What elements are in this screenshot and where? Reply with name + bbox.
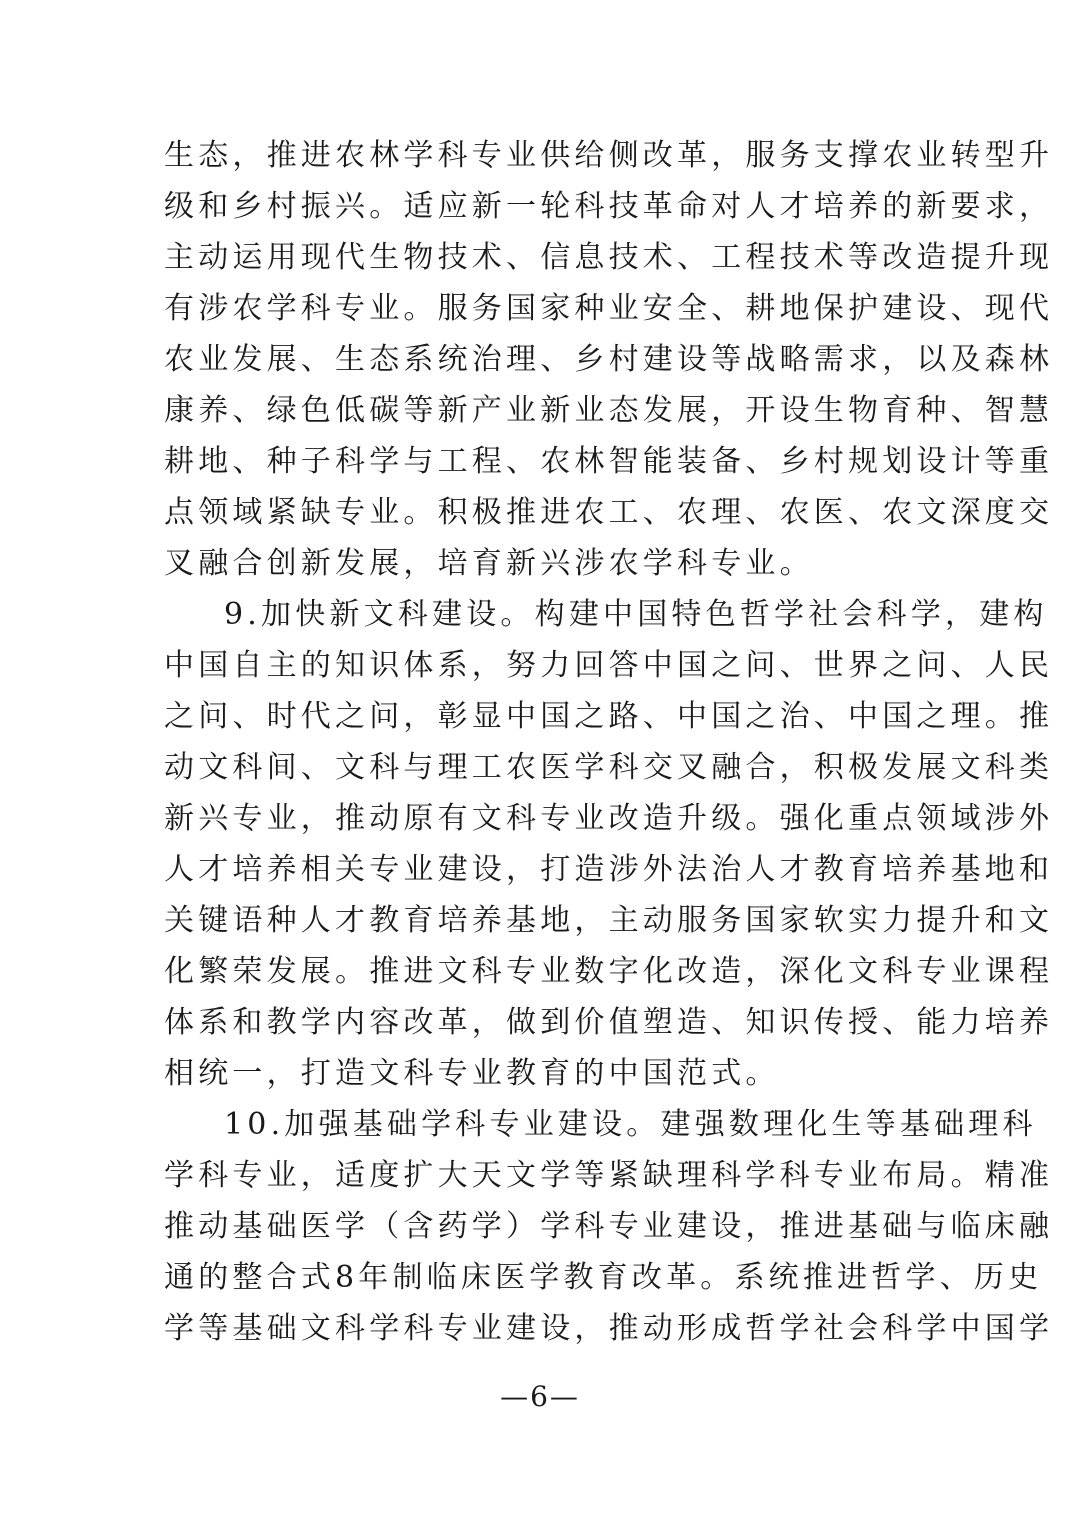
text-line: 主动运用现代生物技术、信息技术、工程技术等改造提升现: [164, 240, 1054, 275]
text-line: 体系和教学内容改革，做到价值塑造、知识传授、能力培养: [164, 1005, 1054, 1040]
body-text: [164, 130, 1054, 1354]
text-line: 学科专业，适度扩大天文学等紧缺理科学科专业布局。精准: [164, 1158, 1054, 1193]
text-line: 点领域紧缺专业。积极推进农工、农理、农医、农文深度交: [164, 495, 1054, 530]
page-number: —6—: [500, 1380, 580, 1413]
text-line: 关键语种人才教育培养基地，主动服务国家软实力提升和文: [164, 903, 1054, 938]
text-line: 动文科间、文科与理工农医学科交叉融合，积极发展文科类: [164, 750, 1054, 785]
section-heading-line: 10.加强基础学科专业建设。建强数理化生等基础理科: [224, 1107, 1037, 1142]
text-line: 中国自主的知识体系，努力回答中国之问、世界之问、人民: [164, 648, 1054, 683]
text-line: 耕地、种子科学与工程、农林智能装备、乡村规划设计等重: [164, 444, 1054, 479]
text-line: 农业发展、生态系统治理、乡村建设等战略需求，以及森林: [164, 342, 1054, 377]
text-line: 化繁荣发展。推进文科专业数字化改造，深化文科专业课程: [164, 954, 1054, 989]
text-line: 生态，推进农林学科专业供给侧改革，服务支撑农业转型升: [164, 138, 1054, 173]
text-line: 有涉农学科专业。服务国家种业安全、耕地保护建设、现代: [164, 291, 1054, 326]
section-heading-line: 9.加快新文科建设。构建中国特色哲学社会科学，建构: [224, 597, 1048, 632]
text-line: 相统一，打造文科专业教育的中国范式。: [164, 1056, 780, 1091]
text-line: 新兴专业，推动原有文科专业改造升级。强化重点领域涉外: [164, 801, 1054, 836]
text-line: 之问、时代之问，彰显中国之路、中国之治、中国之理。推: [164, 699, 1054, 734]
text-line: 推动基础医学（含药学）学科专业建设，推进基础与临床融: [164, 1209, 1054, 1244]
text-line: 学等基础文科学科专业建设，推动形成哲学社会科学中国学: [164, 1311, 1054, 1346]
text-line: 通的整合式8年制临床医学教育改革。系统推进哲学、历史: [164, 1260, 1043, 1295]
text-line: 叉融合创新发展，培育新兴涉农学科专业。: [164, 546, 814, 581]
text-line: 级和乡村振兴。适应新一轮科技革命对人才培养的新要求，: [164, 189, 1054, 224]
text-line: 康养、绿色低碳等新产业新业态发展，开设生物育种、智慧: [164, 393, 1054, 428]
text-line: 人才培养相关专业建设，打造涉外法治人才教育培养基地和: [164, 852, 1054, 887]
